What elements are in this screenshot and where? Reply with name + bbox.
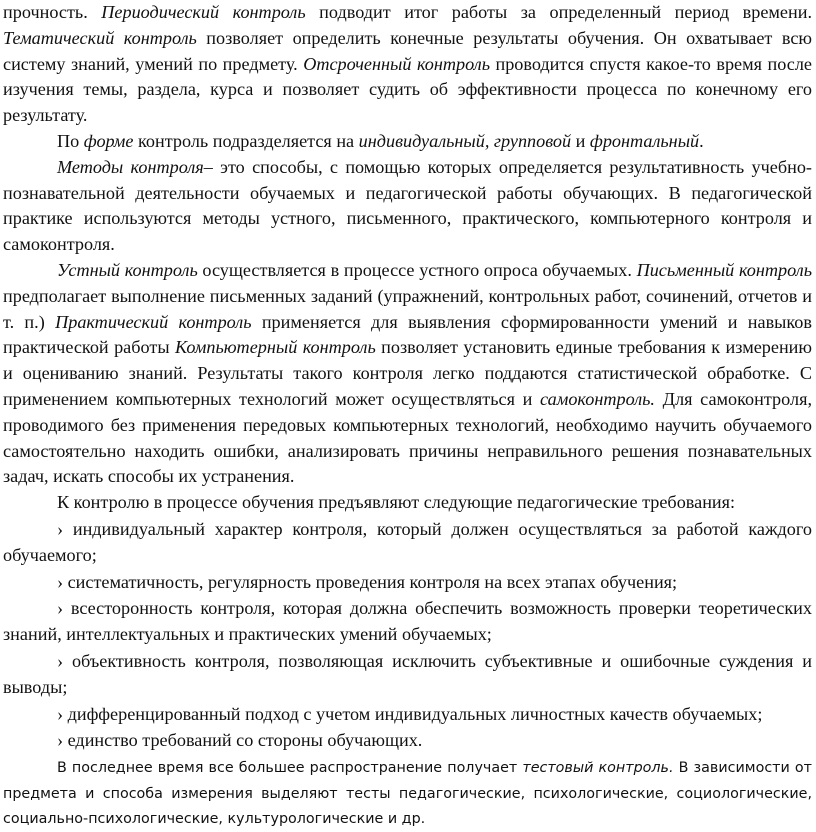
term-computer-control: Компьютерный контроль [174,337,376,358]
term-individual-group: индивидуальный, групповой [358,130,572,151]
text-span: прочность. [3,2,102,22]
term-written-control: Письменный контроль [636,259,812,280]
paragraph-requirements-intro: К контролю в процессе обучения предъявляют следующие педагогические требования: [57,492,736,513]
paragraph-test-control [3,756,812,832]
text-span: – это способы, с помощью которых определяется результативность учебно-познавательной деятельности обучаемых и педагогической работы обучающих. В педагогической практике используются методы устного, письменного, практического, компьютерного контроля и самоконтроля. [3,156,812,255]
text-span: Для самоконтроля, проводимого без применения передовых компьютерных технологий, необходимо научить обучаемого самостоятельно находить ошибки, анализировать причины неправильного решения познавательных задач, искать способы их устранения. [3,388,812,487]
text-span: . [699,130,704,151]
text-span: осуществляется в процессе устного опроса обучаемых. [197,259,637,280]
text-span: применяется для выявления сформированности умений и навыков практической работы [3,311,812,358]
text-span: и [571,130,590,151]
text-span: предполагает выполнение письменных заданий (упражнений, контрольных работ, сочинений, отчетов и т. п.) [3,285,812,332]
paragraph-periodic-control [3,0,812,129]
requirement-item: › систематичность, регулярность проведения контроля на всех этапах обучения; [57,571,678,592]
text-span: В зависимости от предмета и способа измерения выделяют тесты педагогические, психологические, социологические, социально-психологические, культурологические и др. [3,760,812,827]
term-delayed-control: Отсроченный контроль [303,53,490,74]
paragraph-control-types [3,258,812,490]
term-control-methods: Методы контроля [57,156,204,177]
text-span: позволяет определить конечные результаты обучения. Он охватывает всю систему знаний, умений по предмету. [3,27,812,74]
requirement-item: › всесторонность контроля, которая должна обеспечить возможность проверки теоретических знаний, интеллектуальных и практических умений обучаемых; [3,598,812,645]
text-span: подводит итог работы за определенный период времени. [305,2,813,22]
text-span: По [57,130,84,151]
term-thematic-control: Тематический контроль [3,27,197,48]
text-span: позволяет установить единые требования к измерению и оцениванию знаний. Результаты такого контроля легко поддаются статистической обработке. С применением компьютерных технологий может осуществляться и [3,337,812,409]
requirement-item: › единство требований со стороны обучающих. [57,730,423,751]
term-oral-control: Устный контроль [57,259,198,280]
paragraph-control-methods [3,155,812,258]
text-span: В последнее время все большее распространение получает [57,760,523,777]
requirement-item: › дифференцированный подход с учетом индивидуальных личностных качеств обучаемых; [57,703,763,724]
text-span: проводится спустя какое-то время после изучения темы, раздела, курса и позволяет судить об эффективности процесса по конечному его результату. [3,53,812,126]
term-frontal: фронтальный [589,130,700,151]
term-form: форме [83,130,134,151]
term-self-control: самоконтроль. [540,388,655,409]
requirement-item: › объективность контроля, позволяющая исключить субъективные и ошибочные суждения и выводы; [3,650,812,697]
term-practical-control: Практический контроль [55,311,252,332]
text-span: контроль подразделяется на [133,130,359,151]
paragraph-control-forms [3,129,812,155]
term-test-control: тестовый контроль. [522,760,674,777]
requirement-item: › индивидуальный характер контроля, который должен осуществляться за работой каждого обучаемого; [3,518,812,565]
term-periodic-control: Периодический контроль [101,2,306,22]
